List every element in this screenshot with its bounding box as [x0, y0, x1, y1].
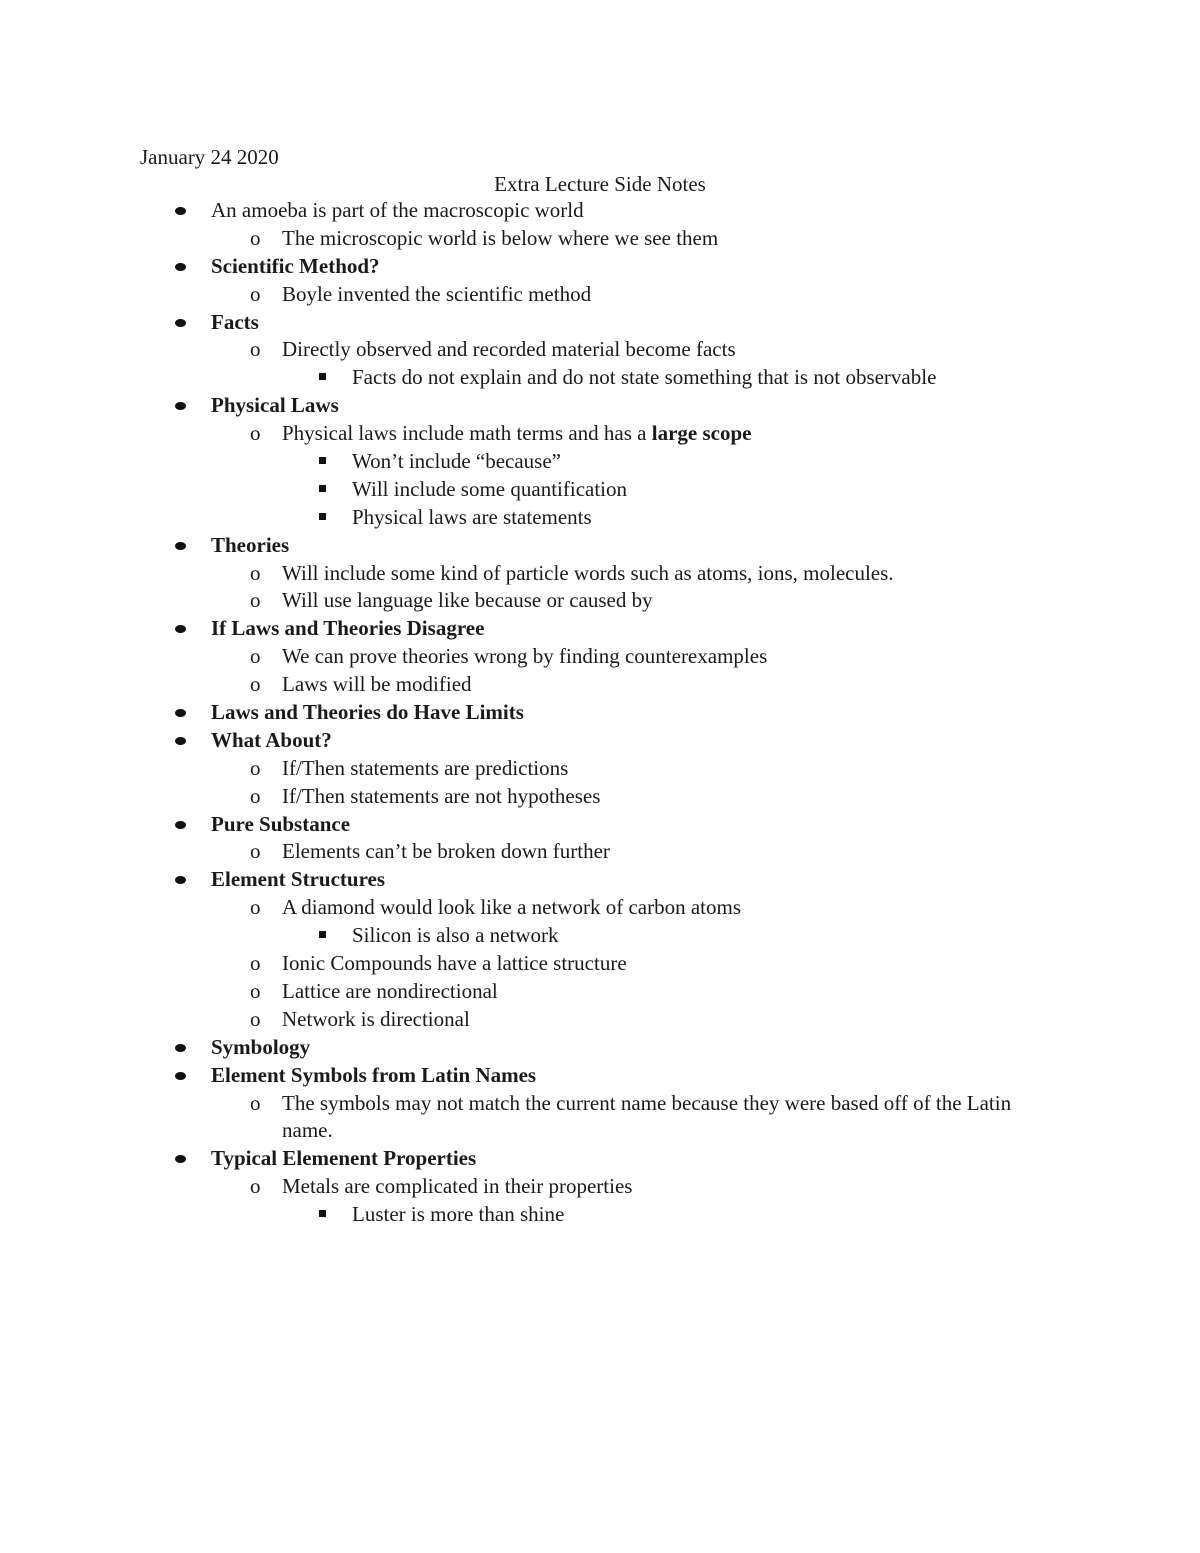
- note-level-2: [0, 587, 1200, 615]
- note-text-main: If Laws and Theories Disagree: [211, 616, 485, 641]
- note-text-main: Directly observed and recorded material become facts: [282, 337, 736, 362]
- note-text: [211, 615, 484, 643]
- note-level-1: [0, 615, 1200, 643]
- note-text-main: Pure Substance: [211, 811, 351, 836]
- note-text: [282, 894, 741, 922]
- note-text: [211, 1034, 310, 1062]
- bullet-circle-icon: o: [250, 560, 261, 585]
- bullet-circle-icon: o: [250, 672, 261, 697]
- note-text-main: Facts: [211, 309, 259, 334]
- bullet-dot-icon: [175, 1155, 186, 1163]
- note-text: [352, 364, 936, 392]
- note-level-2: [0, 281, 1200, 309]
- note-level-3: [0, 476, 1200, 504]
- note-text: [211, 197, 584, 225]
- note-text: [282, 1006, 470, 1034]
- note-text-main: The symbols may not match the current name because they were based off of the Latin name.: [282, 1090, 1012, 1143]
- bullet-circle-icon: o: [250, 337, 261, 362]
- note-level-2: [0, 671, 1200, 699]
- note-level-1: [0, 1145, 1200, 1173]
- note-text-main: Won’t include “because”: [352, 449, 561, 474]
- bullet-dot-icon: [175, 737, 186, 745]
- note-text-main: Laws will be modified: [282, 672, 472, 697]
- note-text-main: Boyle invented the scientific method: [282, 281, 592, 306]
- note-level-2: [0, 755, 1200, 783]
- bullet-dot-icon: [175, 1072, 186, 1080]
- note-text-main: Lattice are nondirectional: [282, 978, 498, 1003]
- bullet-square-icon: [319, 513, 326, 520]
- note-text: [282, 755, 568, 783]
- note-level-1: [0, 532, 1200, 560]
- note-text-main: Will include some kind of particle words such as atoms, ions, molecules.: [282, 560, 894, 585]
- bullet-dot-icon: [175, 402, 186, 410]
- note-text: [211, 727, 332, 755]
- bullet-circle-icon: o: [250, 755, 261, 780]
- note-level-1: [0, 866, 1200, 894]
- bullet-dot-icon: [175, 625, 186, 633]
- note-text-emphasis: large scope: [651, 421, 752, 446]
- note-text-main: Silicon is also a network: [352, 923, 559, 948]
- note-text-main: An amoeba is part of the macroscopic world: [211, 198, 584, 222]
- note-level-2: [0, 1173, 1200, 1201]
- note-text-main: Symbology: [211, 1034, 311, 1059]
- bullet-circle-icon: o: [250, 1006, 261, 1031]
- note-text: [282, 225, 718, 253]
- note-level-2: [0, 643, 1200, 671]
- note-text-main: Ionic Compounds have a lattice structure: [282, 951, 627, 976]
- bullet-circle-icon: o: [250, 978, 261, 1003]
- note-level-2: [0, 336, 1200, 364]
- note-text-main: Laws and Theories do Have Limits: [211, 700, 524, 725]
- note-text: [211, 309, 259, 337]
- note-level-2: [0, 950, 1200, 978]
- note-text-main: The microscopic world is below where we see them: [282, 225, 719, 250]
- bullet-dot-icon: [175, 1044, 186, 1052]
- note-text: [352, 476, 627, 504]
- note-text-main: If/Then statements are predictions: [282, 755, 569, 780]
- note-level-3: [0, 364, 1200, 392]
- bullet-square-icon: [319, 931, 326, 938]
- note-text: [352, 448, 561, 476]
- note-text-main: Theories: [211, 532, 290, 557]
- bullet-circle-icon: o: [250, 281, 261, 306]
- note-text: [211, 866, 385, 894]
- note-level-2: [0, 420, 1200, 448]
- note-level-2: [0, 894, 1200, 922]
- note-text: [282, 336, 736, 364]
- bullet-circle-icon: o: [250, 895, 261, 920]
- note-text: [282, 783, 600, 811]
- note-level-1: [0, 309, 1200, 337]
- note-text-main: Luster is more than shine: [352, 1202, 565, 1227]
- bullet-circle-icon: o: [250, 783, 261, 808]
- note-text: [282, 950, 627, 978]
- note-text-main: Metals are complicated in their properties: [282, 1174, 633, 1199]
- document-date: January 24 2020: [140, 145, 279, 169]
- note-text: [282, 560, 894, 588]
- note-level-1: [0, 727, 1200, 755]
- note-level-1: [0, 811, 1200, 839]
- note-text: [282, 643, 767, 671]
- note-level-3: [0, 448, 1200, 476]
- note-text-main: Physical laws include math terms and has a: [282, 421, 652, 446]
- bullet-dot-icon: [175, 319, 186, 327]
- note-text: [352, 504, 592, 532]
- bullet-circle-icon: o: [250, 1174, 261, 1199]
- bullet-circle-icon: o: [250, 1090, 261, 1115]
- note-level-2: [0, 783, 1200, 811]
- note-text-main: Network is directional: [282, 1006, 470, 1031]
- note-text-main: If/Then statements are not hypotheses: [282, 783, 601, 808]
- bullet-square-icon: [319, 1210, 326, 1217]
- document-title: Extra Lecture Side Notes: [494, 172, 706, 196]
- note-text-main: A diamond would look like a network of carbon atoms: [282, 895, 741, 920]
- note-text: [352, 1201, 564, 1229]
- note-text-main: Scientific Method?: [211, 253, 380, 278]
- note-text-main: Will use language like because or caused by: [282, 588, 653, 613]
- notes-list: [0, 197, 1200, 1229]
- note-text-main: Will include some quantification: [352, 476, 627, 501]
- note-level-2: [0, 838, 1200, 866]
- bullet-square-icon: [319, 485, 326, 492]
- note-level-2: [0, 225, 1200, 253]
- note-text-main: Element Symbols from Latin Names: [211, 1062, 537, 1087]
- note-text: [282, 1090, 1052, 1146]
- note-text-main: Elements can’t be broken down further: [282, 839, 610, 864]
- note-level-1: [0, 1034, 1200, 1062]
- bullet-dot-icon: [175, 709, 186, 717]
- bullet-circle-icon: o: [250, 951, 261, 976]
- note-text-main: Typical Elemenent Properties: [211, 1146, 477, 1171]
- note-text: [282, 838, 610, 866]
- note-text-main: We can prove theories wrong by finding counterexamples: [282, 644, 768, 669]
- note-level-2: [0, 1006, 1200, 1034]
- note-text: [282, 671, 472, 699]
- note-text: [282, 978, 498, 1006]
- note-level-1: [0, 197, 1200, 225]
- note-text: [282, 281, 591, 309]
- note-text-main: Element Structures: [211, 867, 385, 892]
- note-level-1: [0, 253, 1200, 281]
- note-text: [211, 1062, 536, 1090]
- note-level-2: [0, 978, 1200, 1006]
- note-level-2: [0, 560, 1200, 588]
- note-text: [211, 811, 350, 839]
- note-text-main: Physical laws are statements: [352, 504, 592, 529]
- note-text: [282, 1173, 632, 1201]
- note-text-main: Facts do not explain and do not state something that is not observable: [352, 365, 937, 390]
- note-level-1: [0, 392, 1200, 420]
- bullet-dot-icon: [175, 263, 186, 271]
- bullet-circle-icon: o: [250, 839, 261, 864]
- note-level-3: [0, 1201, 1200, 1229]
- note-level-2: [0, 1090, 1200, 1146]
- bullet-dot-icon: [175, 876, 186, 884]
- note-text: [282, 587, 653, 615]
- note-text: [211, 532, 289, 560]
- note-text: [211, 1145, 476, 1173]
- note-level-1: [0, 699, 1200, 727]
- bullet-circle-icon: o: [250, 588, 261, 613]
- note-text-main: Physical Laws: [211, 393, 339, 418]
- note-text: [211, 392, 339, 420]
- bullet-circle-icon: o: [250, 225, 261, 250]
- note-text: [211, 253, 380, 281]
- note-text: [352, 922, 558, 950]
- bullet-circle-icon: o: [250, 644, 261, 669]
- note-level-3: [0, 922, 1200, 950]
- bullet-dot-icon: [175, 207, 186, 215]
- bullet-dot-icon: [175, 542, 186, 550]
- note-text: [282, 420, 751, 448]
- note-text: [211, 699, 524, 727]
- bullet-square-icon: [319, 457, 326, 464]
- bullet-circle-icon: o: [250, 421, 261, 446]
- note-text-main: What About?: [211, 727, 332, 752]
- note-level-3: [0, 504, 1200, 532]
- bullet-square-icon: [319, 373, 326, 380]
- note-level-1: [0, 1062, 1200, 1090]
- bullet-dot-icon: [175, 821, 186, 829]
